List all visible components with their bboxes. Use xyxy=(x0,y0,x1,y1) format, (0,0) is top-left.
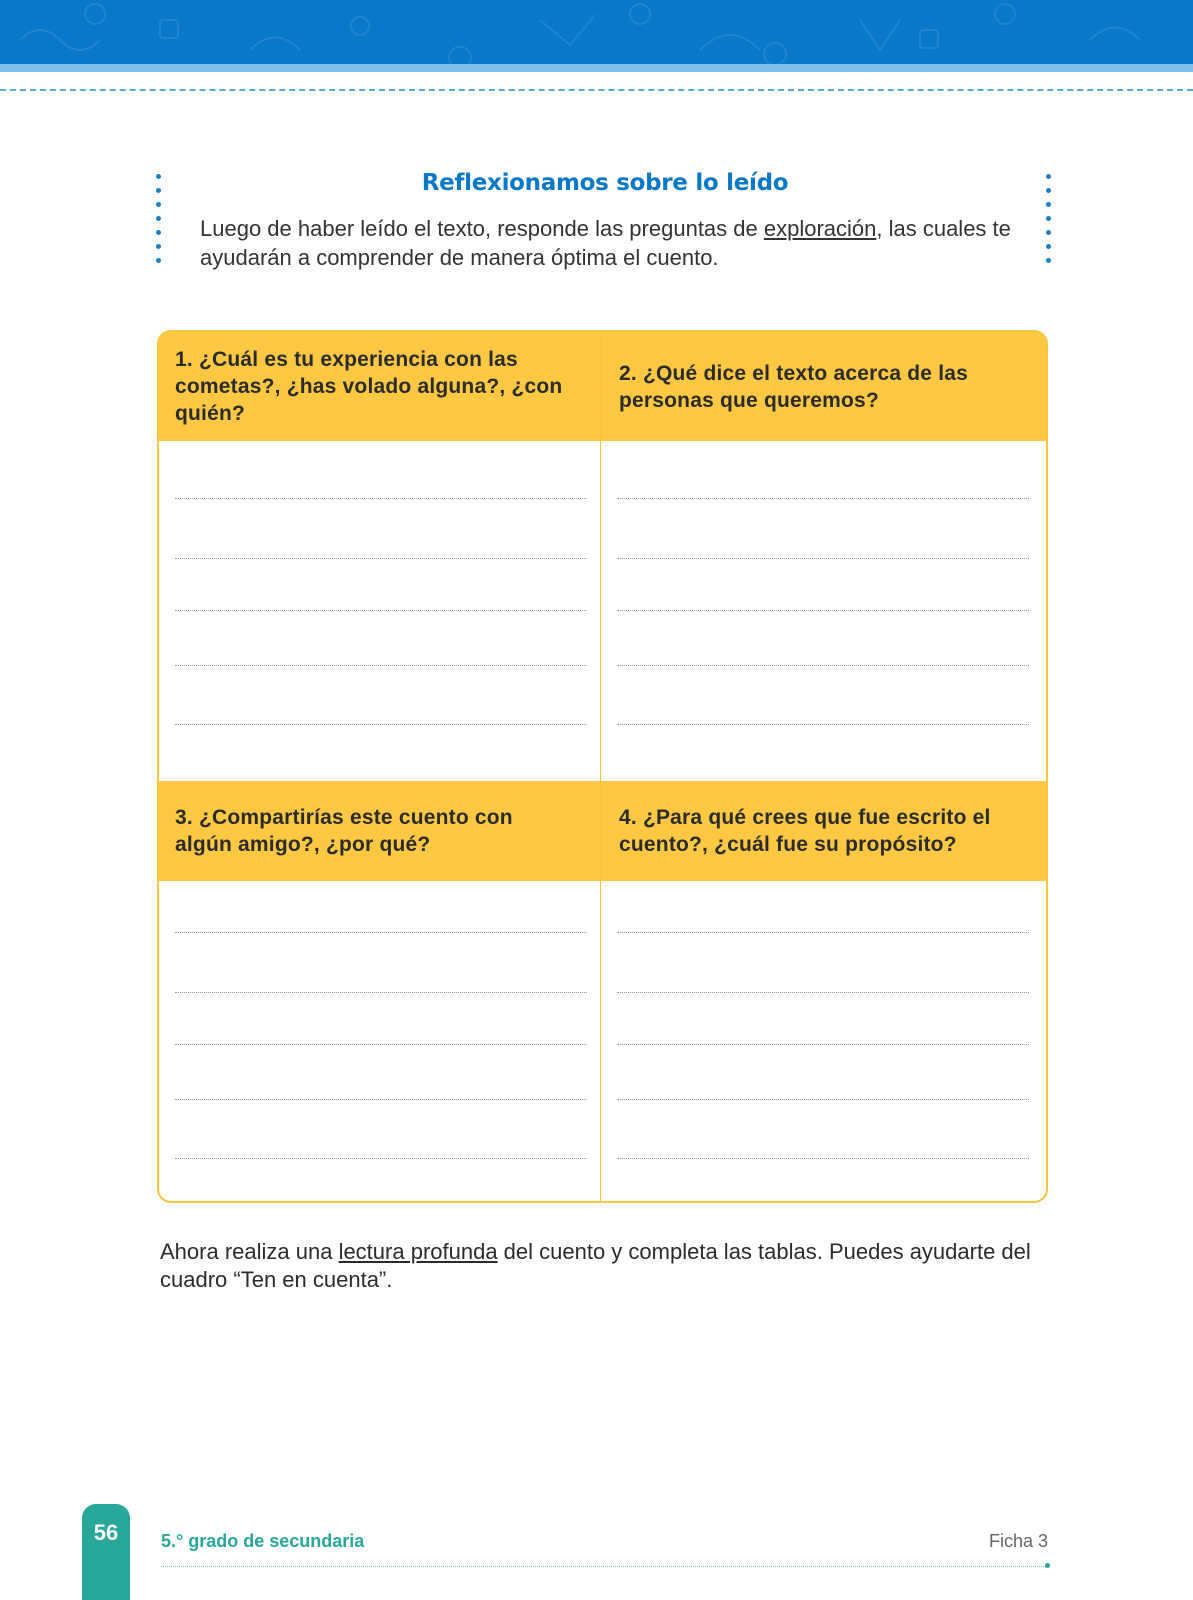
questions-table xyxy=(157,330,1048,1203)
footer-grade: 5.° grado de secundaria xyxy=(161,1531,365,1551)
footer-dot-icon xyxy=(1045,1563,1050,1568)
footer-ficha: Ficha 3 xyxy=(988,1531,1048,1551)
answer-line-q2[interactable] xyxy=(617,724,1029,725)
answer-line-q3[interactable] xyxy=(175,932,587,933)
answer-line-q4[interactable] xyxy=(617,1044,1029,1045)
answer-line-q3[interactable] xyxy=(175,1044,587,1045)
answer-line-q4[interactable] xyxy=(617,992,1029,993)
question-1-text: 1. ¿Cuál es tu experiencia con las cometas?, ¿has volado alguna?, ¿con quién? xyxy=(175,348,563,425)
question-4-header xyxy=(601,781,1048,881)
question-1-header xyxy=(159,332,600,441)
banner-divider xyxy=(0,89,1193,91)
column-divider xyxy=(600,332,601,1201)
page-number-tab xyxy=(82,1504,130,1600)
question-4-text: 4. ¿Para qué crees que fue escrito el cuento?, ¿cuál fue su propósito? xyxy=(619,806,991,856)
deep-reading-instructions xyxy=(160,1238,1060,1294)
instructions-text-end: , las cuales te ayudarán a comprender de manera óptima el cuento. xyxy=(200,216,1011,270)
answer-line-q1[interactable] xyxy=(175,610,587,611)
section-title: Reflexionamos sobre lo leído xyxy=(421,170,789,196)
answer-line-q3[interactable] xyxy=(175,1158,587,1159)
answer-line-q2[interactable] xyxy=(617,665,1029,666)
question-2-header xyxy=(601,332,1048,441)
banner-strip xyxy=(0,64,1193,72)
header-banner xyxy=(0,0,1193,72)
page-number: 56 xyxy=(93,1520,119,1545)
footer-divider xyxy=(161,1566,1046,1567)
term-exploracion: exploración xyxy=(763,216,877,241)
answer-line-q4[interactable] xyxy=(617,1099,1029,1100)
instructions-text: Luego de haber leído el texto, responde las preguntas de xyxy=(200,216,764,241)
section-instructions xyxy=(200,214,1030,272)
question-3-text: 3. ¿Compartirías este cuento con algún amigo?, ¿por qué? xyxy=(175,806,513,856)
answer-line-q3[interactable] xyxy=(175,1099,587,1100)
answer-line-q3[interactable] xyxy=(175,992,587,993)
term-lectura-profunda: lectura profunda xyxy=(338,1239,498,1264)
answer-line-q4[interactable] xyxy=(617,1158,1029,1159)
answer-line-q1[interactable] xyxy=(175,558,587,559)
answer-line-q4[interactable] xyxy=(617,932,1029,933)
question-2-text: 2. ¿Qué dice el texto acerca de las personas que queremos? xyxy=(619,361,968,412)
instruction-text: Ahora realiza una xyxy=(160,1239,339,1264)
answer-line-q1[interactable] xyxy=(175,665,587,666)
instruction-text-end: del cuento y completa las tablas. Puedes ayudarte del cuadro “Ten en cuenta”. xyxy=(160,1239,1031,1292)
question-3-header xyxy=(159,781,600,881)
answer-line-q2[interactable] xyxy=(617,498,1029,499)
answer-line-q1[interactable] xyxy=(175,724,587,725)
banner-doodles-icon xyxy=(0,0,1193,72)
answer-line-q2[interactable] xyxy=(617,610,1029,611)
answer-line-q2[interactable] xyxy=(617,558,1029,559)
answer-line-q1[interactable] xyxy=(175,498,587,499)
